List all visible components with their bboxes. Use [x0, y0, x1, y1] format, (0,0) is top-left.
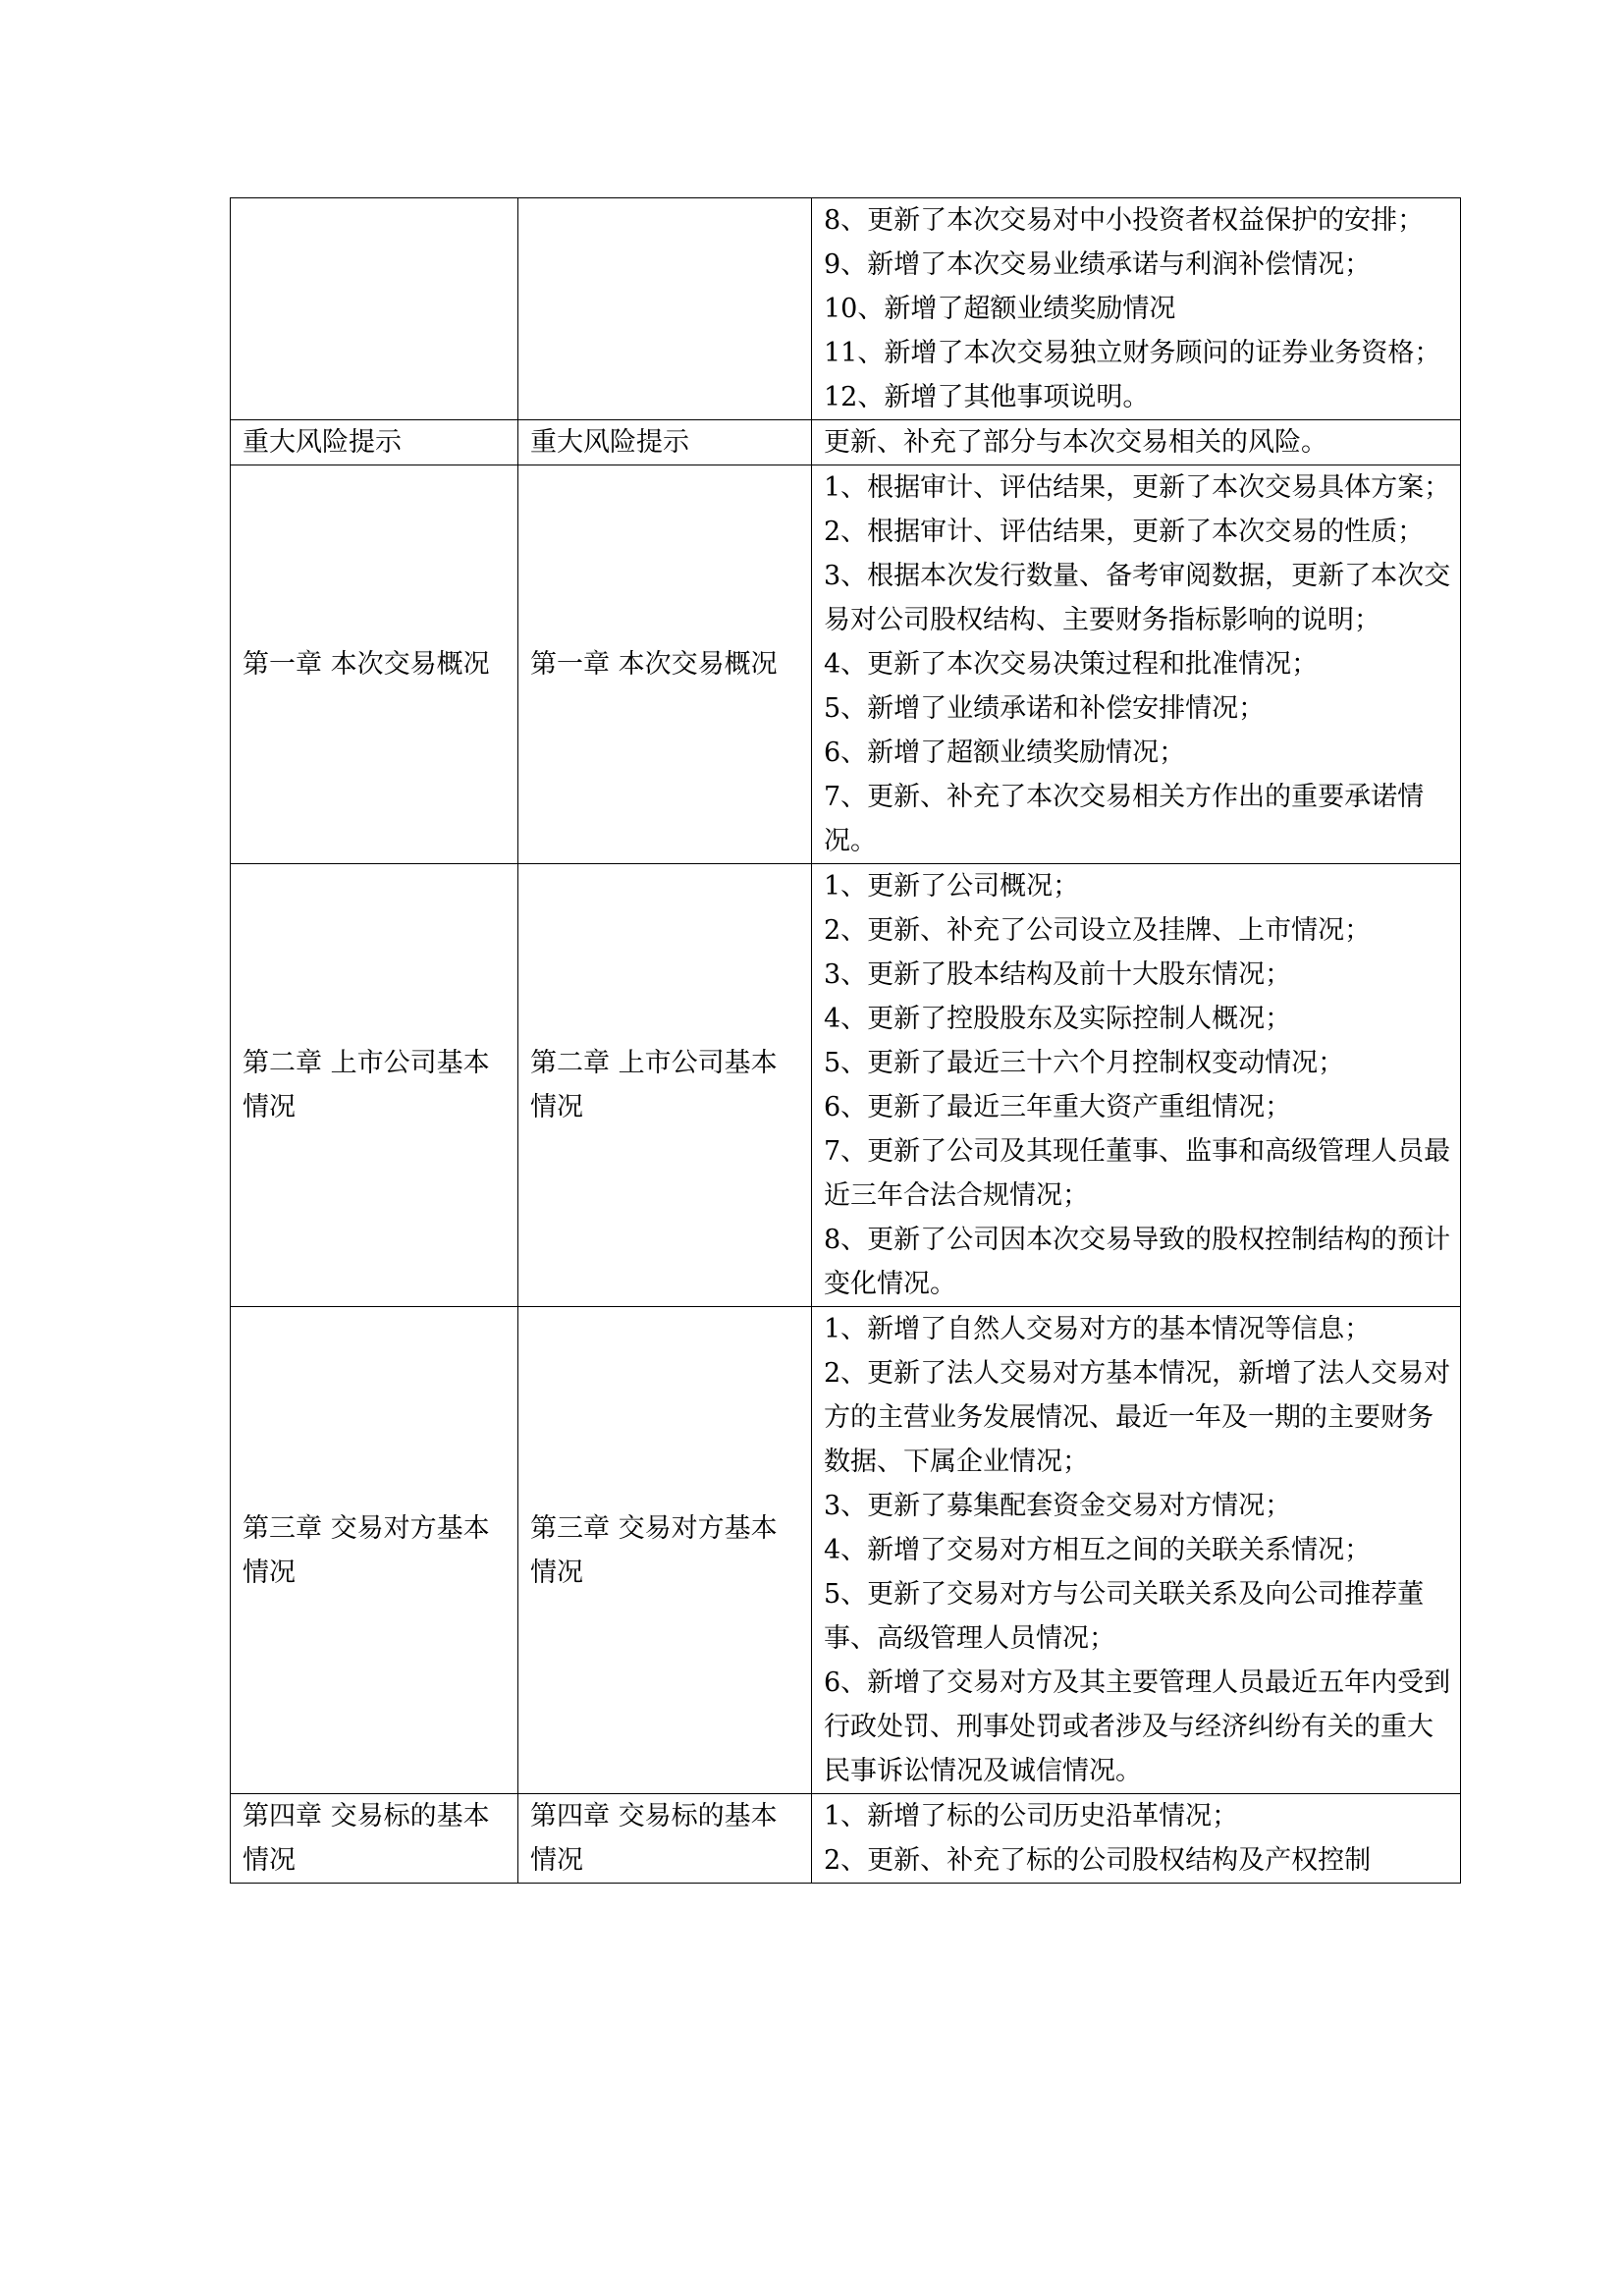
change-item: 4、新增了交易对方相互之间的关联关系情况；	[824, 1535, 1372, 1565]
table-cell-changes	[812, 465, 1461, 864]
change-item: 2、更新、补充了公司设立及挂牌、上市情况；	[824, 915, 1372, 946]
table-cell-revised-section: 第四章 交易标的基本情况	[518, 1794, 812, 1884]
change-item: 11、新增了本次交易独立财务顾问的证券业务资格；	[824, 338, 1441, 368]
change-item: 6、更新了最近三年重大资产重组情况；	[824, 1092, 1292, 1122]
table-cell-revised-section: 重大风险提示	[518, 420, 812, 465]
change-item: 7、更新了公司及其现任董事、监事和高级管理人员最近三年合法合规情况；	[824, 1136, 1451, 1211]
change-item: 6、新增了交易对方及其主要管理人员最近五年内受到行政处罚、刑事处罚或者涉及与经济纠纷有关的重大民事诉讼情况及诚信情况。	[824, 1667, 1451, 1786]
change-item: 3、更新了股本结构及前十大股东情况；	[824, 959, 1292, 990]
change-item: 9、新增了本次交易业绩承诺与利润补偿情况；	[824, 249, 1372, 280]
table-row	[231, 198, 1461, 420]
change-item: 5、新增了业绩承诺和补偿安排情况；	[824, 693, 1266, 724]
change-item: 4、更新了本次交易决策过程和批准情况；	[824, 649, 1319, 680]
table-cell-revised-section	[518, 198, 812, 420]
change-item: 7、更新、补充了本次交易相关方作出的重要承诺情况。	[824, 782, 1425, 856]
change-item: 3、更新了募集配套资金交易对方情况；	[824, 1491, 1292, 1521]
table-cell-original-section: 第四章 交易标的基本情况	[231, 1794, 518, 1884]
table-cell-original-section: 第一章 本次交易概况	[231, 465, 518, 864]
table-row	[231, 1794, 1461, 1884]
change-item: 5、更新了交易对方与公司关联关系及向公司推荐董事、高级管理人员情况；	[824, 1579, 1425, 1654]
change-item: 4、更新了控股股东及实际控制人概况；	[824, 1004, 1292, 1034]
change-item: 1、根据审计、评估结果，更新了本次交易具体方案；	[824, 472, 1451, 503]
change-item: 1、新增了标的公司历史沿革情况；	[824, 1801, 1239, 1831]
change-item: 2、更新、补充了标的公司股权结构及产权控制	[824, 1845, 1372, 1876]
table-row	[231, 420, 1461, 465]
change-item: 2、根据审计、评估结果，更新了本次交易的性质；	[824, 517, 1425, 547]
change-item: 3、根据本次发行数量、备考审阅数据，更新了本次交易对公司股权结构、主要财务指标影响的说明；	[824, 561, 1451, 635]
change-item: 更新、补充了部分与本次交易相关的风险。	[824, 427, 1327, 458]
table-row	[231, 1307, 1461, 1794]
change-item: 8、更新了公司因本次交易导致的股权控制结构的预计变化情况。	[824, 1225, 1451, 1299]
table-cell-revised-section: 第三章 交易对方基本情况	[518, 1307, 812, 1794]
change-item: 12、新增了其他事项说明。	[824, 382, 1150, 412]
table-cell-original-section: 第三章 交易对方基本情况	[231, 1307, 518, 1794]
change-item: 10、新增了超额业绩奖励情况	[824, 294, 1176, 324]
change-item: 8、更新了本次交易对中小投资者权益保护的安排；	[824, 205, 1425, 236]
table-cell-original-section: 第二章 上市公司基本情况	[231, 864, 518, 1307]
change-item: 2、更新了法人交易对方基本情况，新增了法人交易对方的主营业务发展情况、最近一年及一期的主要财务数据、下属企业情况；	[824, 1358, 1451, 1477]
revision-comparison-table	[230, 197, 1461, 1884]
table-cell-changes	[812, 864, 1461, 1307]
table-cell-changes	[812, 198, 1461, 420]
table-cell-revised-section: 第二章 上市公司基本情况	[518, 864, 812, 1307]
change-item: 6、新增了超额业绩奖励情况；	[824, 738, 1186, 768]
table-cell-changes	[812, 420, 1461, 465]
table-row	[231, 864, 1461, 1307]
table-cell-changes	[812, 1307, 1461, 1794]
table-cell-original-section: 重大风险提示	[231, 420, 518, 465]
table-row	[231, 465, 1461, 864]
table-cell-revised-section: 第一章 本次交易概况	[518, 465, 812, 864]
table-cell-original-section	[231, 198, 518, 420]
change-item: 5、更新了最近三十六个月控制权变动情况；	[824, 1048, 1345, 1078]
table-cell-changes	[812, 1794, 1461, 1884]
change-item: 1、更新了公司概况；	[824, 871, 1080, 902]
change-item: 1、新增了自然人交易对方的基本情况等信息；	[824, 1314, 1372, 1344]
